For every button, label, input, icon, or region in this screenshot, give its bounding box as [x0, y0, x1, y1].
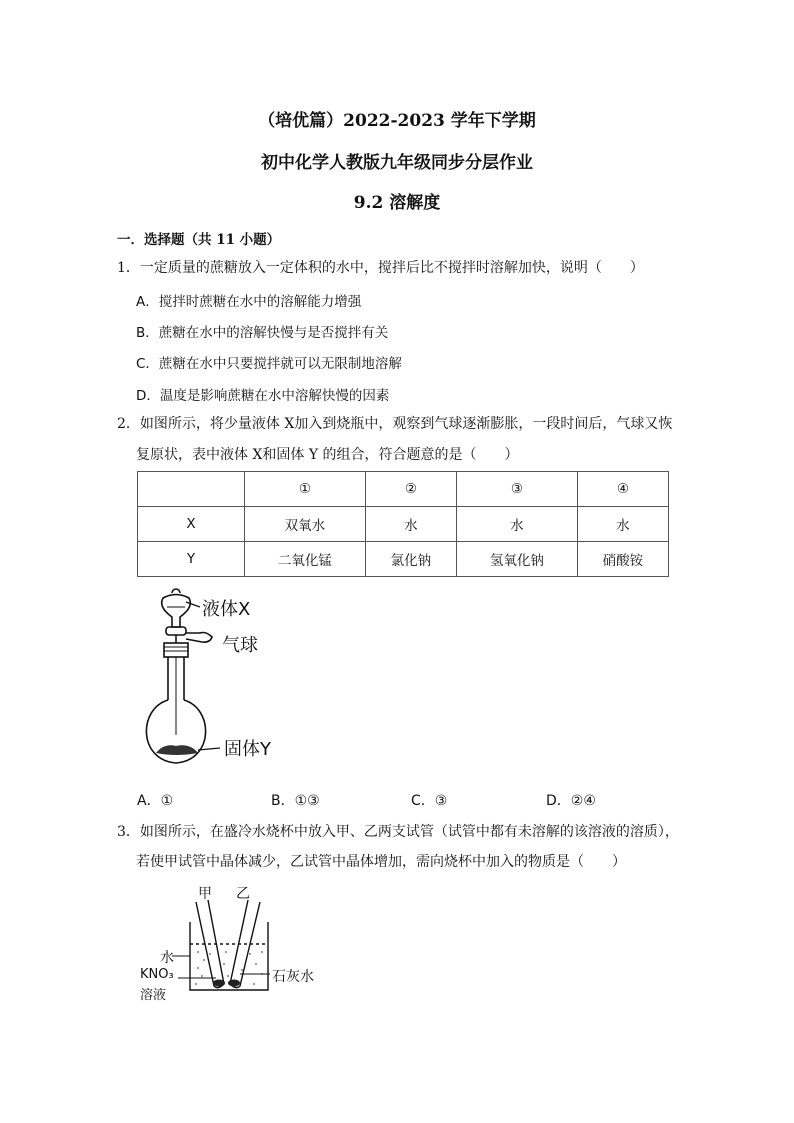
table-cell: ①	[245, 472, 366, 507]
label-balloon: 气球	[222, 635, 258, 656]
question-2-choice-b: B．①③	[271, 793, 320, 809]
question-2-stem-line2: 复原状，表中液体 X和固体 Y 的组合，符合题意的是（ ）	[136, 447, 519, 463]
question-2-table	[137, 471, 669, 577]
table-cell: Y	[138, 542, 245, 577]
table-cell: 双氧水	[245, 507, 366, 542]
table-cell: ④	[577, 472, 668, 507]
table-cell: 二氧化锰	[245, 542, 366, 577]
question-1-option-b: B．蔗糖在水中的溶解快慢与是否搅拌有关	[136, 325, 389, 341]
table-row	[138, 507, 669, 542]
label-solution: 溶液	[140, 988, 167, 1003]
doc-title-line3: 9.2 溶解度	[353, 193, 441, 213]
table-cell: 硝酸铵	[577, 542, 668, 577]
label-limewater: 石灰水	[272, 969, 314, 985]
question-1-stem: 1．一定质量的蔗糖放入一定体积的水中，搅拌后比不搅拌时溶解加快，说明（ ）	[117, 260, 644, 276]
table-cell: 氢氧化钠	[456, 542, 577, 577]
table-cell: X	[138, 507, 245, 542]
section-title: 一．选择题（共 11 小题）	[117, 232, 281, 248]
table-cell	[138, 472, 245, 507]
question-3-stem-line2: 若使甲试管中晶体减少，乙试管中晶体增加，需向烧杯中加入的物质是（ ）	[136, 854, 626, 870]
table-cell: ③	[456, 472, 577, 507]
label-water: 水	[160, 950, 174, 966]
question-2-choice-a: A．①	[137, 793, 174, 809]
table-cell: 水	[365, 507, 456, 542]
table-cell: 水	[577, 507, 668, 542]
question-2-stem-line1: 2．如图所示，将少量液体 X加入到烧瓶中，观察到气球逐渐膨胀，一段时间后，气球又恢	[117, 416, 673, 432]
flask-figure	[140, 585, 300, 775]
table-row	[138, 542, 669, 577]
table-cell: 氯化钠	[365, 542, 456, 577]
question-1-option-d: D．温度是影响蔗糖在水中溶解快慢的因素	[136, 388, 390, 404]
doc-title-line1: （培优篇）2022-2023 学年下学期	[258, 111, 536, 131]
label-solid-y: 固体Y	[224, 739, 271, 760]
label-tube-jia: 甲	[198, 886, 212, 902]
question-2-choice-d: D．②④	[546, 793, 596, 809]
question-2-choice-c: C．③	[411, 793, 448, 809]
question-3-stem-line1: 3．如图所示，在盛冷水烧杯中放入甲、乙两支试管（试管中都有未溶解的该溶液的溶质），	[117, 824, 679, 840]
label-tube-yi: 乙	[236, 886, 250, 902]
doc-title-line2: 初中化学人教版九年级同步分层作业	[261, 153, 533, 173]
question-1-option-c: C．蔗糖在水中只要搅拌就可以无限制地溶解	[136, 356, 402, 372]
question-1-option-a: A．搅拌时蔗糖在水中的溶解能力增强	[136, 294, 362, 310]
label-liquid-x: 液体X	[202, 599, 251, 620]
beaker-figure	[138, 880, 338, 1003]
table-cell: ②	[365, 472, 456, 507]
table-row	[138, 472, 669, 507]
label-kno3: KNO₃	[140, 967, 174, 982]
table-cell: 水	[456, 507, 577, 542]
